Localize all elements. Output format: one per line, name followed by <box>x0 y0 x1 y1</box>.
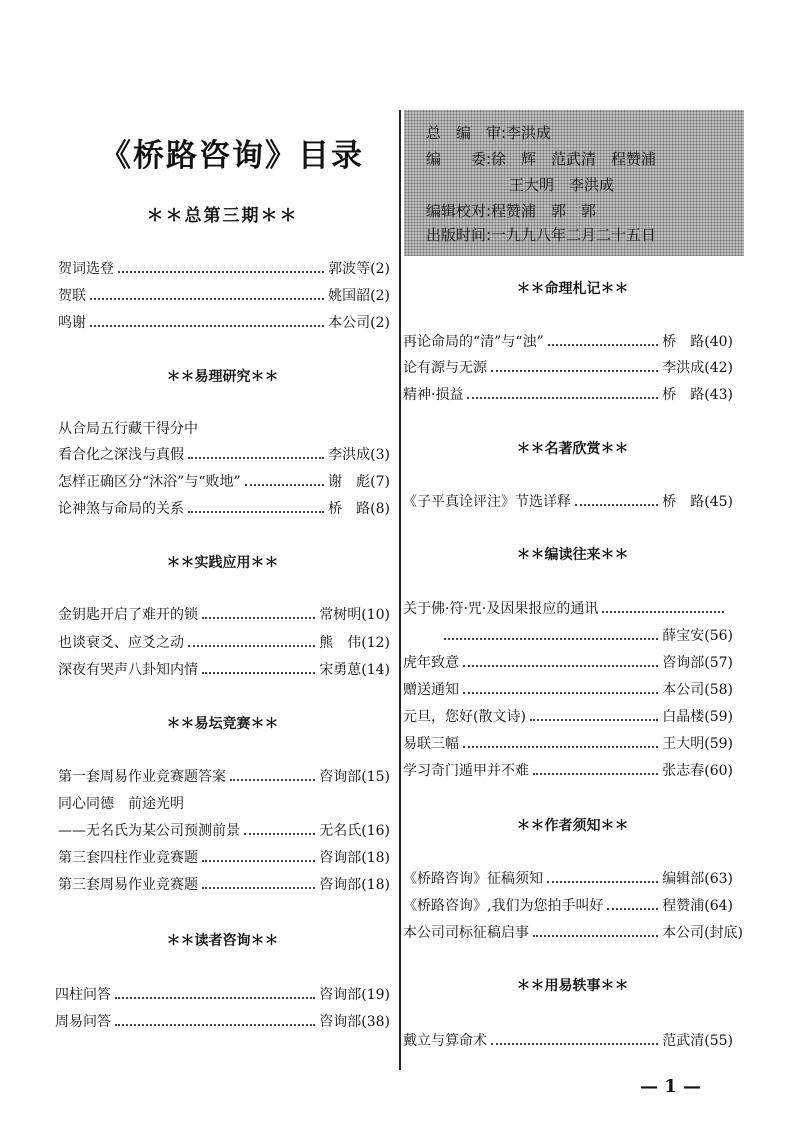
toc-entry <box>403 733 733 753</box>
entry-page: (8) <box>370 501 390 517</box>
section-heading: ＊＊作者须知＊＊ <box>516 818 629 834</box>
entry-page: (2) <box>370 315 390 331</box>
section-heading: ＊＊编读往来＊＊ <box>516 547 629 563</box>
entry-title: 《桥路咨询》,我们为您拍手叫好 <box>403 898 604 914</box>
toc-entry <box>403 868 733 888</box>
entry-author: 桥 路 <box>662 494 705 510</box>
toc-entry <box>55 984 390 1004</box>
entry-author: 张志春 <box>662 763 705 779</box>
toc-entry <box>403 679 733 699</box>
entry-author: 本公司 <box>328 315 371 331</box>
entry-page: (59) <box>704 709 733 725</box>
entry-title: 论神煞与命局的关系 <box>58 501 184 517</box>
entry-title: 本公司司标征稿启事 <box>403 925 529 941</box>
section-heading: ＊＊易理研究＊＊ <box>166 369 279 385</box>
entry-author: 咨询部 <box>319 987 362 1003</box>
entry-title: 鸣谢 <box>58 315 86 331</box>
credits-editor: 总 编 审:李洪成 <box>426 124 552 142</box>
credits-committee: 编 委:徐 辉 范武清 程赞浦 <box>426 150 657 168</box>
entry-page: (19) <box>361 987 390 1003</box>
entry-author: 姚国韶 <box>328 288 371 304</box>
entry-title: 怎样正确区分“沐浴”与“败地” <box>58 474 241 490</box>
entry-author: 范武清 <box>662 1033 705 1049</box>
toc-entry <box>403 1030 733 1050</box>
entry-page: (7) <box>370 474 390 490</box>
entry-page: (43) <box>704 387 733 403</box>
issue-label: ＊＊总第三期＊＊ <box>146 206 299 226</box>
entry-page: (14) <box>361 662 390 678</box>
entry-page: (3) <box>370 447 390 463</box>
entry-author: 程赞浦 <box>662 898 705 914</box>
toc-entry <box>58 820 390 840</box>
entry-author: 桥 路 <box>328 501 371 517</box>
entry-author: 咨询部 <box>319 769 362 785</box>
entry-title: 元旦，您好(散文诗) <box>403 709 526 725</box>
entry-heading: 同心同德 前途光明 <box>58 796 184 812</box>
entry-author: 薛宝安 <box>662 628 705 644</box>
entry-heading: 从合局五行藏干得分中 <box>58 421 198 437</box>
entry-page: (60) <box>704 763 733 779</box>
entry-title: 《桥路咨询》征稿须知 <box>403 871 543 887</box>
entry-author: 本公司 <box>662 925 705 941</box>
page-number: — 1 — <box>640 1076 702 1097</box>
entry-author: 李洪成 <box>662 360 705 376</box>
entry-title: 金钥匙开启了难开的锁 <box>58 607 198 623</box>
entry-page: (58) <box>704 682 733 698</box>
section-heading: ＊＊名著欣赏＊＊ <box>516 441 629 457</box>
entry-title: ——无名氏为某公司预测前景 <box>58 823 240 839</box>
entry-title: 贺联 <box>58 288 86 304</box>
toc-entry <box>403 652 733 672</box>
column-divider <box>399 110 401 1070</box>
entry-page: (2) <box>370 261 390 277</box>
entry-title: 贺词选登 <box>58 261 114 277</box>
entry-page: (15) <box>361 769 390 785</box>
entry-page: (59) <box>704 736 733 752</box>
toc-entry <box>58 874 390 894</box>
entry-author: 咨询部 <box>662 655 705 671</box>
toc-entry <box>58 444 390 464</box>
section-heading: ＊＊用易轶事＊＊ <box>516 978 629 994</box>
entry-author: 常树明 <box>319 607 362 623</box>
toc-entry <box>58 766 390 786</box>
toc-entry <box>403 760 733 780</box>
entry-author: 郭波等 <box>328 261 371 277</box>
toc-entry <box>58 471 390 491</box>
toc-entry <box>440 625 733 645</box>
entry-author: 谢 彪 <box>328 474 371 490</box>
entry-page: (12) <box>361 635 390 651</box>
entry-title: 四柱问答 <box>55 987 111 1003</box>
toc-entry <box>403 357 733 377</box>
toc-entry <box>403 706 733 726</box>
entry-page: (16) <box>361 823 390 839</box>
entry-title: 《子平真诠评注》节选详释 <box>403 494 571 510</box>
toc-title: 《桥路咨询》目录 <box>100 138 364 174</box>
toc-entry <box>403 491 733 511</box>
entry-title: 第一套周易作业竞赛题答案 <box>58 769 226 785</box>
entry-title: 戴立与算命术 <box>403 1033 487 1049</box>
entry-title: 周易问答 <box>55 1014 111 1030</box>
toc-entry <box>58 498 390 518</box>
entry-page: (10) <box>361 607 390 623</box>
credits-publish-date: 出版时间:一九九八年二月二十五日 <box>426 226 657 244</box>
entry-title: 第三套周易作业竞赛题 <box>58 877 198 893</box>
entry-page: (封底) <box>704 925 743 941</box>
section-heading: ＊＊易坛竞赛＊＊ <box>166 716 279 732</box>
entry-author: 本公司 <box>662 682 705 698</box>
credits-box <box>404 110 744 256</box>
entry-author: 宋勇葸 <box>319 662 362 678</box>
entry-title: 再论命局的“清”与“浊” <box>403 334 544 350</box>
entry-page: (42) <box>704 360 733 376</box>
entry-title: 精神·损益 <box>403 387 464 403</box>
entry-page: (38) <box>361 1014 390 1030</box>
toc-entry <box>58 312 390 332</box>
entry-author: 熊 伟 <box>319 635 362 651</box>
entry-author: 咨询部 <box>319 877 362 893</box>
toc-entry <box>58 847 390 867</box>
toc-entry <box>403 922 743 942</box>
toc-entry <box>58 604 390 624</box>
toc-entry <box>58 258 390 278</box>
entry-heading: 关于佛·符·咒·及因果报应的通讯 <box>403 601 599 617</box>
toc-entry <box>403 895 733 915</box>
entry-page: (2) <box>370 288 390 304</box>
entry-page: (40) <box>704 334 733 350</box>
entry-author: 编辑部 <box>662 871 705 887</box>
section-heading: ＊＊读者咨询＊＊ <box>166 933 279 949</box>
entry-author: 无名氏 <box>319 823 362 839</box>
credits-committee-cont: 王大明 李洪成 <box>509 176 615 194</box>
toc-entry-heading <box>403 598 728 618</box>
section-heading: ＊＊命理札记＊＊ <box>516 281 629 297</box>
entry-title: 深夜有哭声八卦知内情 <box>58 662 198 678</box>
entry-page: (55) <box>704 1033 733 1049</box>
entry-title: 赠送通知 <box>403 682 459 698</box>
entry-author: 李洪成 <box>328 447 371 463</box>
entry-title: 虎年致意 <box>403 655 459 671</box>
entry-title: 第三套四柱作业竞赛题 <box>58 850 198 866</box>
entry-page: (56) <box>704 628 733 644</box>
toc-entry <box>58 285 390 305</box>
entry-author: 王大明 <box>662 736 705 752</box>
entry-page: (57) <box>704 655 733 671</box>
toc-entry <box>55 1011 390 1031</box>
toc-entry <box>403 331 733 351</box>
entry-page: (64) <box>704 898 733 914</box>
toc-entry <box>58 632 390 652</box>
entry-author: 咨询部 <box>319 1014 362 1030</box>
toc-entry <box>403 384 733 404</box>
entry-author: 桥 路 <box>662 387 705 403</box>
entry-title: 也谈衰爻、应爻之动 <box>58 635 184 651</box>
entry-title: 看合化之深浅与真假 <box>58 447 184 463</box>
entry-title: 易联三幅 <box>403 736 459 752</box>
entry-author: 桥 路 <box>662 334 705 350</box>
toc-entry <box>58 659 390 679</box>
section-heading: ＊＊实践应用＊＊ <box>166 555 279 571</box>
entry-page: (18) <box>361 850 390 866</box>
entry-page: (63) <box>704 871 733 887</box>
entry-title: 学习奇门遁甲并不难 <box>403 763 529 779</box>
entry-page: (45) <box>704 494 733 510</box>
entry-page: (18) <box>361 877 390 893</box>
credits-proofreading: 编辑校对:程赞浦 郭 郭 <box>426 202 597 220</box>
entry-author: 白晶楼 <box>662 709 705 725</box>
entry-author: 咨询部 <box>319 850 362 866</box>
entry-title: 论有源与无源 <box>403 360 487 376</box>
